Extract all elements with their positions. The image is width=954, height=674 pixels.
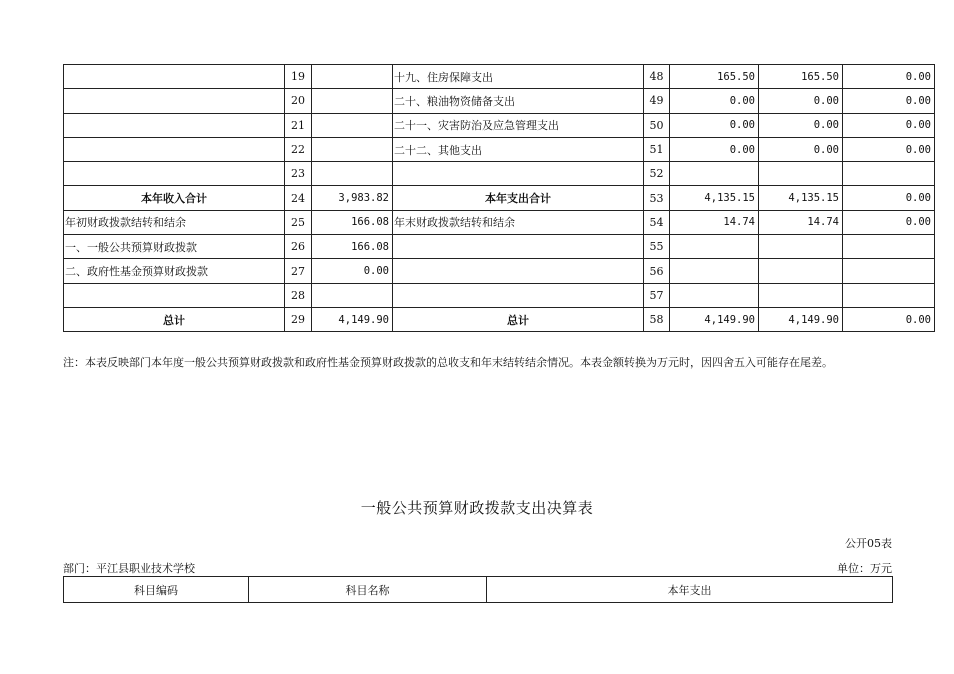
income-row-number: 29 [285,307,312,331]
expense-fund-budget: 0.00 [843,113,935,137]
table-row [64,186,935,210]
expense-item-label: 二十、粮油物资储备支出 [393,89,644,113]
expense-row-number: 58 [644,307,670,331]
income-amount [312,283,393,307]
income-item-label: 总计 [64,307,285,331]
income-item-label: 一、一般公共预算财政拨款 [64,235,285,259]
table-row [64,235,935,259]
expense-row-number: 53 [644,186,670,210]
income-amount: 3,983.82 [312,186,393,210]
expense-item-label: 本年支出合计 [393,186,644,210]
expense-item-label [393,283,644,307]
table-row [64,307,935,331]
income-item-label [64,283,285,307]
expense-general-budget: 165.50 [759,65,843,89]
expense-item-label: 二十二、其他支出 [393,137,644,161]
expense-total: 4,135.15 [670,186,759,210]
table-row [64,137,935,161]
expense-total: 14.74 [670,210,759,234]
expense-row-number: 57 [644,283,670,307]
table-row [64,162,935,186]
expense-item-label [393,162,644,186]
expense-total: 0.00 [670,137,759,161]
expense-general-budget [759,235,843,259]
expense-general-budget: 0.00 [759,137,843,161]
income-row-number: 26 [285,235,312,259]
income-amount [312,89,393,113]
table-row [64,89,935,113]
expense-general-budget: 0.00 [759,113,843,137]
expense-total [670,235,759,259]
expense-item-label [393,235,644,259]
table-row [64,65,935,89]
income-item-label [64,137,285,161]
expense-total [670,259,759,283]
expense-row-number: 48 [644,65,670,89]
expense-total [670,283,759,307]
expense-total: 4,149.90 [670,307,759,331]
income-amount: 166.08 [312,210,393,234]
table-number: 公开05表 [845,537,892,550]
income-item-label: 年初财政拨款结转和结余 [64,210,285,234]
expense-fund-budget: 0.00 [843,137,935,161]
income-item-label [64,89,285,113]
expense-fund-budget [843,259,935,283]
income-amount [312,162,393,186]
expense-general-budget: 4,135.15 [759,186,843,210]
income-amount: 166.08 [312,235,393,259]
expense-general-budget [759,283,843,307]
expense-fund-budget [843,162,935,186]
expense-item-label: 十九、住房保障支出 [393,65,644,89]
unit-label: 单位：万元 [837,562,892,575]
expense-fund-budget: 0.00 [843,186,935,210]
income-amount: 4,149.90 [312,307,393,331]
table-row [64,259,935,283]
income-amount [312,137,393,161]
income-item-label: 二、政府性基金预算财政拨款 [64,259,285,283]
expense-item-label: 总计 [393,307,644,331]
expense-total: 165.50 [670,65,759,89]
expense-row-number: 52 [644,162,670,186]
department-label: 部门：平江县职业技术学校 [63,562,195,575]
income-row-number: 23 [285,162,312,186]
header-current-expenditure: 本年支出 [487,577,893,603]
expense-general-budget [759,162,843,186]
expense-total: 0.00 [670,113,759,137]
table-note: 注：本表反映部门本年度一般公共预算财政拨款和政府性基金预算财政拨款的总收支和年末结转结余情况。本表金额转换为万元时，因四舍五入可能存在尾差。 [63,356,833,369]
header-subject-code: 科目编码 [64,577,249,603]
section-title: 一般公共预算财政拨款支出决算表 [360,499,594,517]
expenditure-table [63,576,893,603]
income-row-number: 22 [285,137,312,161]
income-amount [312,65,393,89]
expense-row-number: 55 [644,235,670,259]
expense-fund-budget [843,235,935,259]
income-row-number: 19 [285,65,312,89]
expense-general-budget: 4,149.90 [759,307,843,331]
fiscal-summary-body [64,65,935,332]
income-amount: 0.00 [312,259,393,283]
income-item-label [64,162,285,186]
income-row-number: 24 [285,186,312,210]
expense-total [670,162,759,186]
expense-fund-budget: 0.00 [843,65,935,89]
income-row-number: 20 [285,89,312,113]
expense-fund-budget: 0.00 [843,210,935,234]
expense-row-number: 49 [644,89,670,113]
expense-general-budget [759,259,843,283]
income-item-label: 本年收入合计 [64,186,285,210]
expense-item-label [393,259,644,283]
expense-total: 0.00 [670,89,759,113]
income-amount [312,113,393,137]
expense-item-label: 二十一、灾害防治及应急管理支出 [393,113,644,137]
expense-general-budget: 14.74 [759,210,843,234]
income-row-number: 27 [285,259,312,283]
expense-row-number: 56 [644,259,670,283]
expense-row-number: 50 [644,113,670,137]
expenditure-header-row [64,577,893,603]
table-row [64,283,935,307]
income-row-number: 21 [285,113,312,137]
expense-general-budget: 0.00 [759,89,843,113]
expense-row-number: 51 [644,137,670,161]
expense-row-number: 54 [644,210,670,234]
income-row-number: 25 [285,210,312,234]
header-subject-name: 科目名称 [249,577,487,603]
income-item-label [64,113,285,137]
expense-fund-budget [843,283,935,307]
expense-fund-budget: 0.00 [843,307,935,331]
income-item-label [64,65,285,89]
table-row [64,113,935,137]
expense-fund-budget: 0.00 [843,89,935,113]
expense-item-label: 年末财政拨款结转和结余 [393,210,644,234]
fiscal-summary-table [63,64,935,332]
income-row-number: 28 [285,283,312,307]
table-row [64,210,935,234]
